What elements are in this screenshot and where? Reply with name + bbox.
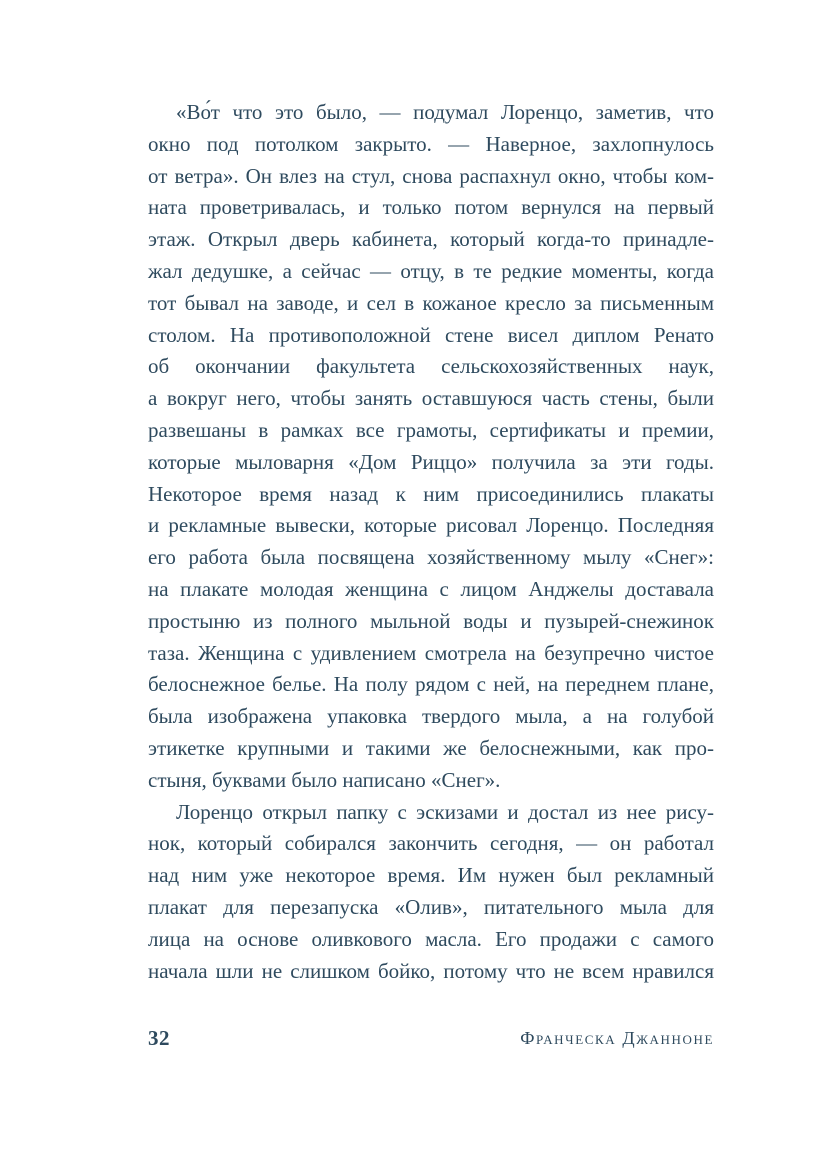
text-line: стыня, буквами было написано «Снег». (148, 767, 501, 792)
text-line: жал дедушке, а сейчас — отцу, в те редкие моменты, когда (148, 258, 714, 283)
text-line: над ним уже некоторое время. Им нужен был рекламный (148, 863, 714, 888)
text-line: простыню из полного мыльной воды и пузырей-снежинок (148, 608, 714, 633)
text-line: белоснежное белье. На полу рядом с ней, на переднем плане, (148, 672, 714, 697)
text-line: развешаны в рамках все грамоты, сертификаты и премии, (148, 417, 714, 442)
running-head-author: Франческа Джанноне (520, 1028, 714, 1048)
text-line: его работа была посвящена хозяйственному мылу «Снег»: (148, 545, 714, 570)
text-line: лица на основе оливкового масла. Его продажи с самого (148, 926, 714, 951)
text-line: а вокруг него, чтобы занять оставшуюся часть стены, были (148, 386, 714, 411)
text-line: от ветра». Он влез на стул, снова распахнул окно, чтобы ком- (148, 163, 714, 188)
text-line: таза. Женщина с удивлением смотрела на безупречно чистое (148, 640, 714, 665)
text-line: на плакате молодая женщина с лицом Анджелы доставала (148, 576, 714, 601)
text-line: этаж. Открыл дверь кабинета, который когда-то принадле- (148, 227, 714, 252)
text-line: окно под потолком закрыто. — Наверное, захлопнулось (148, 131, 714, 156)
page-number: 32 (148, 1026, 170, 1050)
text-line: начала шли не слишком бойко, потому что не всем нравился (148, 958, 714, 983)
text-line: Лоренцо открыл папку с эскизами и достал из нее рису- (176, 799, 714, 824)
text-line: плакат для перезапуска «Олив», питательного мыла для (148, 894, 714, 919)
text-line: «Во́т что это было, — подумал Лоренцо, заметив, что (176, 100, 714, 124)
page-footer (148, 1026, 714, 1056)
text-line: ната проветривалась, и только потом вернулся на первый (148, 195, 714, 220)
text-line: этикетке крупными и такими же белоснежными, как про- (148, 735, 714, 760)
text-line: была изображена упаковка твердого мыла, а на голубой (148, 704, 714, 729)
text-line: тот бывал на заводе, и сел в кожаное кресло за письменным (148, 290, 714, 315)
text-line: об окончании факультета сельскохозяйственных наук, (148, 354, 714, 379)
body-text (148, 97, 714, 987)
text-line: нок, который собирался закончить сегодня, — он работал (148, 831, 714, 856)
text-line: столом. На противоположной стене висел диплом Ренато (148, 322, 714, 347)
text-line: и рекламные вывески, которые рисовал Лоренцо. Последняя (148, 513, 714, 538)
text-line: Некоторое время назад к ним присоединились плакаты (148, 481, 714, 506)
text-line: которые мыловарня «Дом Риццо» получила за эти годы. (148, 449, 714, 474)
